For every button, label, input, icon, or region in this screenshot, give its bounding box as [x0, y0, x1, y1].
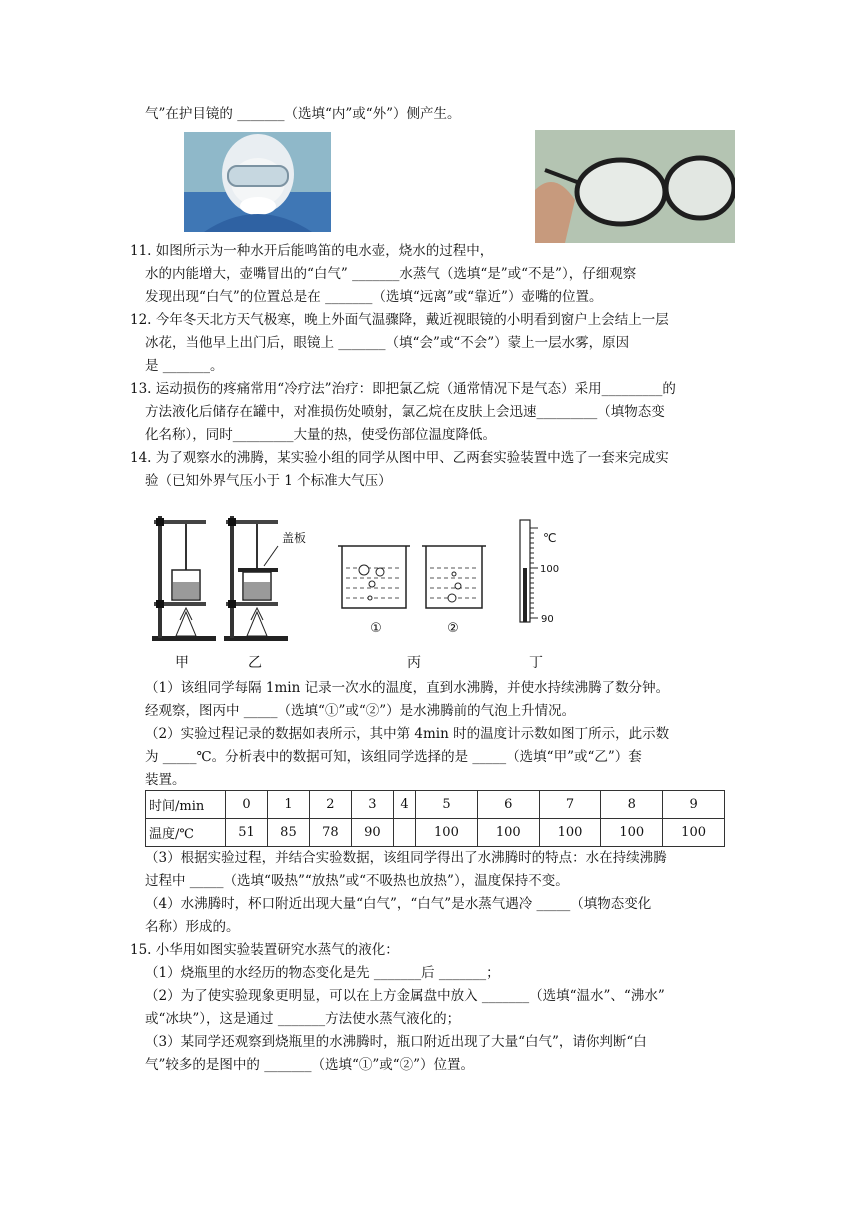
- table-cell: 7: [539, 791, 601, 819]
- figure-label-yi: 乙: [248, 655, 262, 671]
- table-cell: 2: [309, 791, 351, 819]
- q11-line-2: 水的内能增大，壶嘴冒出的“白气” _______水蒸气（选填“是”或“不是”），仔细观察: [145, 266, 637, 282]
- q14-part4-line-2: 名称）形成的。: [145, 919, 240, 935]
- table-cell: 100: [601, 819, 663, 847]
- q15-line-1: 15. 小华用如图实验装置研究水蒸气的液化：: [130, 942, 399, 958]
- table-cell: [393, 819, 415, 847]
- q14-part2-line-2: 为 _____℃。分析表中的数据可知，该组同学选择的是 _____（选填“甲”或“乙”）套: [145, 749, 642, 765]
- q14-part4-line-1: （4）水沸腾时，杯口附近出现大量“白气”，“白气”是水蒸气遇冷 _____（填物态变化: [145, 896, 652, 912]
- beaker-2-label: ②: [447, 621, 459, 636]
- q14-part3-line-1: （3）根据实验过程，并结合实验数据，该组同学得出了水沸腾时的特点：水在持续沸腾: [145, 850, 667, 866]
- q13-line-1: 13. 运动损伤的疼痛常用“冷疗法”治疗：即把氯乙烷（通常情况下是气态）采用_________的: [130, 381, 676, 397]
- q14-part2-line-3: 装置。: [145, 772, 186, 788]
- q10-line: 气”在护目镜的 _______（选填“内”或“外”）侧产生。: [145, 106, 461, 122]
- apparatus-yi: [224, 516, 288, 641]
- q14-part1-line-2: 经观察，图丙中 _____（选填“①”或“②”）是水沸腾前的气泡上升情况。: [145, 703, 576, 719]
- q15-part2-line-2: 或“冰块”），这是通过 _______方法使水蒸气液化的；: [145, 1011, 461, 1027]
- table-cell: 100: [539, 819, 601, 847]
- q12-line-3: 是 _______。: [145, 358, 224, 374]
- table-row: [146, 819, 725, 847]
- beaker-2: [422, 546, 486, 608]
- table-cell: 6: [477, 791, 539, 819]
- q11-line-1: 11. 如图所示为一种水开后能鸣笛的电水壶，烧水的过程中，: [130, 243, 494, 259]
- q15-part3-line-1: （3）某同学还观察到烧瓶里的水沸腾时，瓶口附近出现了大量“白气”，请你判断“白: [145, 1034, 647, 1050]
- figure-label-ding: 丁: [529, 655, 543, 671]
- thermometer-tick-100: 100: [540, 564, 560, 575]
- table-cell: 51: [226, 819, 268, 847]
- thermometer: [520, 520, 538, 622]
- figure-label-bing: 丙: [407, 655, 421, 671]
- thermometer-tick-90: 90: [541, 614, 554, 625]
- q15-part2-line-1: （2）为了使实验现象更明显，可以在上方金属盘中放入 _______（选填“温水”、“沸水”: [145, 988, 665, 1004]
- table-cell: 78: [309, 819, 351, 847]
- table-cell: 1: [267, 791, 309, 819]
- q14-part3-line-2: 过程中 _____（选填“吸热”“放热”或“不吸热也放热”），温度保持不变。: [145, 873, 569, 889]
- table-cell: 9: [663, 791, 725, 819]
- temperature-table: [145, 790, 725, 847]
- table-header-time: 时间/min: [146, 791, 226, 819]
- table-cell: 3: [351, 791, 393, 819]
- q12-line-2: 冰花，当他早上出门后，眼镜上 _______（填“会”或“不会”）蒙上一层水雾，原因: [145, 335, 630, 351]
- goggles-photo: [184, 132, 331, 232]
- q12-line-1: 12. 今年冬天北方天气极寒，晚上外面气温骤降，戴近视眼镜的小明看到窗户上会结上一层: [130, 312, 669, 328]
- table-cell: 0: [226, 791, 268, 819]
- q14-line-1: 14. 为了观察水的沸腾，某实验小组的同学从图中甲、乙两套实验装置中选了一套来完成实: [130, 450, 669, 466]
- q11-line-3: 发现出现“白气”的位置总是在 _______（选填“远离”或“靠近”）壶嘴的位置。: [145, 289, 603, 305]
- table-header-temp: 温度/℃: [146, 819, 226, 847]
- q14-part2-line-1: （2）实验过程记录的数据如表所示，其中第 4min 时的温度计示数如图丁所示，此示数: [145, 726, 670, 742]
- table-cell: 100: [477, 819, 539, 847]
- table-row: [146, 791, 725, 819]
- table-cell: 85: [267, 819, 309, 847]
- table-cell: 90: [351, 819, 393, 847]
- figure-label-jia: 甲: [175, 655, 189, 671]
- beaker-1: [338, 546, 410, 608]
- thermometer-unit: ℃: [543, 531, 557, 545]
- apparatus-jia: [152, 516, 216, 641]
- table-cell: 100: [663, 819, 725, 847]
- q14-line-2: 验（已知外界气压小于 1 个标准大气压）: [145, 473, 392, 489]
- table-cell: 100: [416, 819, 478, 847]
- experiment-figure: [140, 508, 580, 674]
- beaker-1-label: ①: [370, 621, 382, 636]
- table-cell: 5: [416, 791, 478, 819]
- q13-line-3: 化名称），同时_________大量的热，使受伤部位温度降低。: [145, 427, 496, 443]
- table-cell: 4: [393, 791, 415, 819]
- table-cell: 8: [601, 791, 663, 819]
- cover-plate-label: 盖板: [282, 531, 307, 545]
- fogged-glasses-photo: [535, 130, 735, 243]
- q14-part1-line-1: （1）该组同学每隔 1min 记录一次水的温度，直到水沸腾，并使水持续沸腾了数分钟。: [145, 680, 670, 696]
- q15-part1: （1）烧瓶里的水经历的物态变化是先 _______后 _______；: [145, 965, 500, 981]
- q13-line-2: 方法液化后储存在罐中，对准损伤处喷射，氯乙烷在皮肤上会迅速_________（填物态变: [145, 404, 665, 420]
- q15-part3-line-2: 气”较多的是图中的 _______（选填“①”或“②”）位置。: [145, 1057, 475, 1073]
